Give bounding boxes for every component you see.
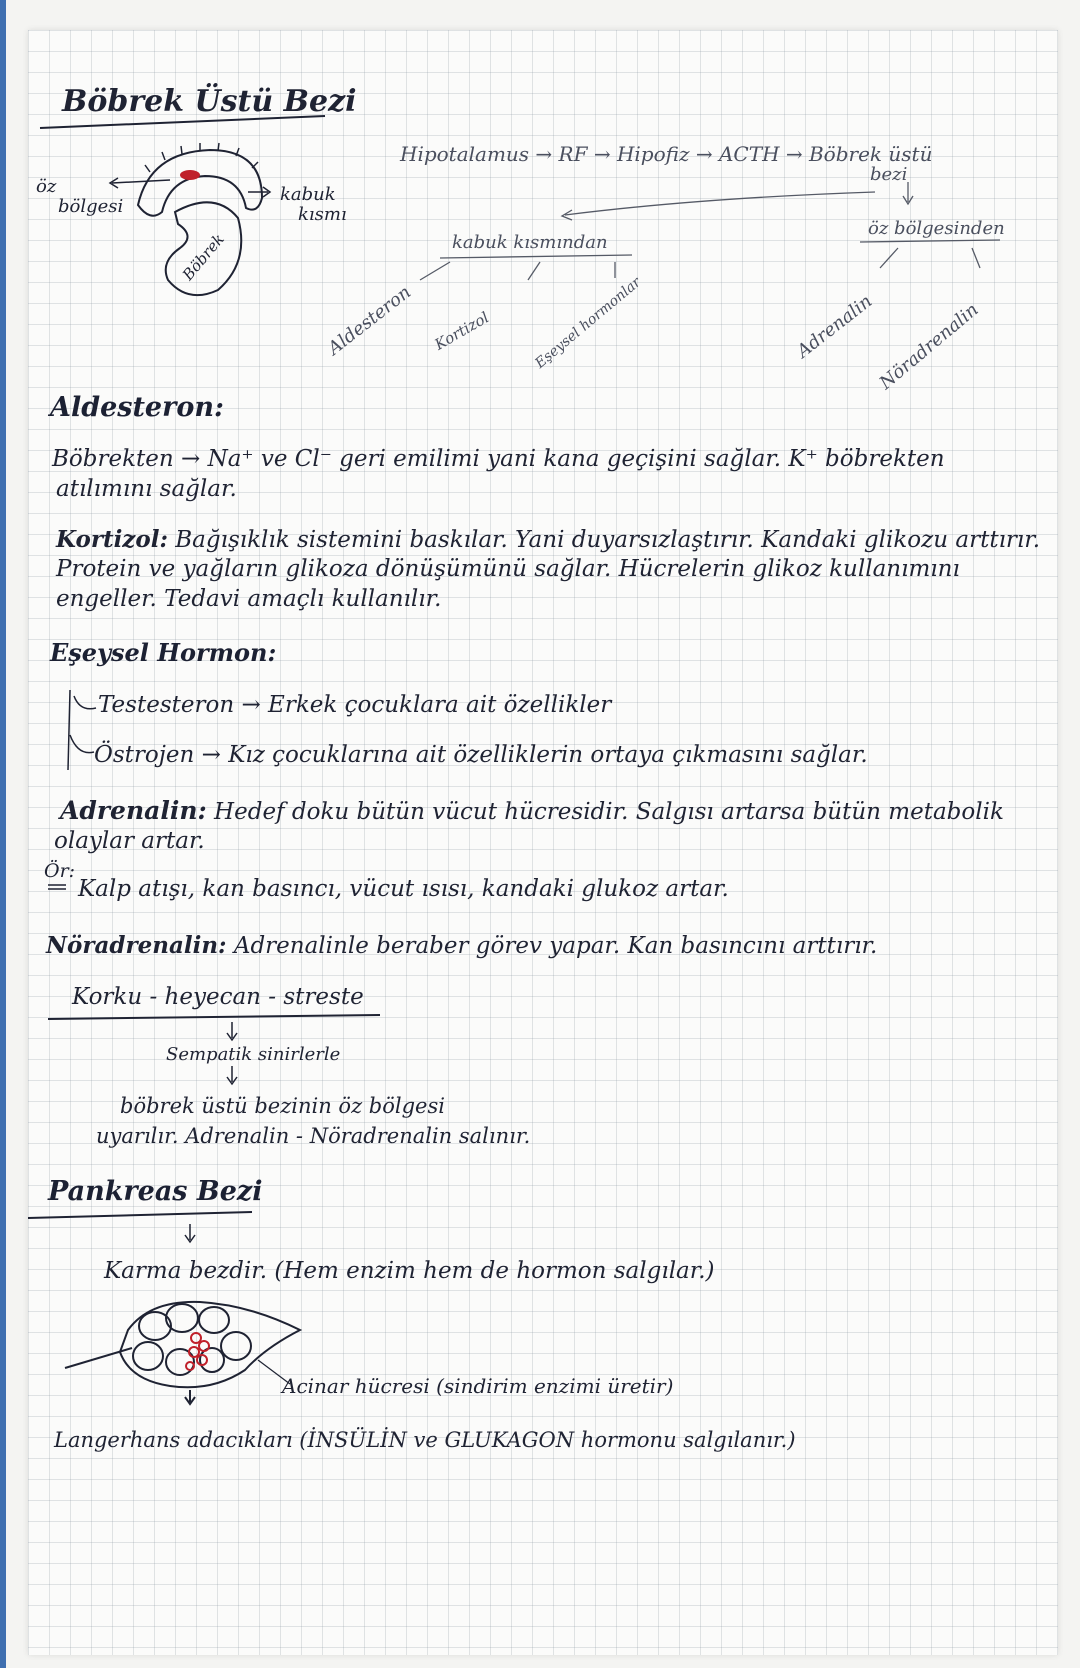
korku-underline xyxy=(48,1015,380,1019)
eseysel-bracket xyxy=(68,690,70,770)
flow-item-eseysel: Eşeysel hormonlar xyxy=(532,274,645,372)
flow-curve xyxy=(565,192,875,215)
flow-item-adrenalin: Adrenalin xyxy=(792,290,877,363)
eseysel-line1: Testesteron → Erkek çocuklara ait özellikler xyxy=(98,692,612,718)
adrenalin-line3: Kalp atışı, kan basıncı, vücut ısısı, kandaki glukoz artar. xyxy=(78,876,729,902)
kortizol-line1-text: Bağışıklık sistemini baskılar. Yani duyarsızlaştırır. Kandaki glikozu arttırır. xyxy=(175,527,1041,553)
kabuk-label-1: kabuk xyxy=(280,184,336,205)
kidney-label: Böbrek xyxy=(178,230,228,284)
page-title: Böbrek Üstü Bezi xyxy=(62,84,357,119)
stress-line2: Sempatik sinirlerle xyxy=(166,1044,341,1065)
kabuk-header: kabuk kısmından xyxy=(452,232,608,253)
flow-item-noradrenalin: Nöradrenalin xyxy=(875,299,983,394)
oz-label-2: bölgesi xyxy=(58,196,124,217)
langerhans-label: Langerhans adacıkları (İNSÜLİN ve GLUKAGON hormonu salgılanır.) xyxy=(54,1428,796,1452)
stress-line1: Korku - heyecan - streste xyxy=(72,984,364,1010)
pankreas-line1: Karma bezdir. (Hem enzim hem de hormon salgılar.) xyxy=(104,1258,715,1284)
flow-chain: Hipotalamus → RF → Hipofiz → ACTH → Böbrek üstü xyxy=(400,142,933,166)
eseysel-heading: Eşeysel Hormon: xyxy=(50,638,277,667)
noradrenalin-line1 xyxy=(46,932,877,959)
kortizol-line3: engeller. Tedavi amaçlı kullanılır. xyxy=(56,586,442,612)
oz-arrow xyxy=(112,180,170,183)
langerhans-red-cells xyxy=(186,1333,209,1370)
oz-header-underline xyxy=(860,240,1000,242)
adrenal-cap xyxy=(138,150,262,216)
flow-item-aldesteron: Aldesteron xyxy=(324,281,416,360)
flow-item-kortizol: Kortizol xyxy=(431,308,493,354)
oz-header: öz bölgesinden xyxy=(868,218,1005,239)
oz-label-1: öz xyxy=(36,176,57,197)
adrenalin-heading: Adrenalin: xyxy=(60,796,207,825)
eseysel-line2: Östrojen → Kız çocuklarına ait özelliklerin ortaya çıkmasını sağlar. xyxy=(94,742,868,768)
adrenalin-example-label: Ör: xyxy=(44,860,76,882)
stress-line3: böbrek üstü bezinin öz bölgesi xyxy=(120,1094,445,1118)
aldesteron-line1: Böbrekten → Na⁺ ve Cl⁻ geri emilimi yani kana geçişini sağlar. K⁺ böbrekten xyxy=(52,446,945,472)
kortizol-heading: Kortizol: xyxy=(56,526,168,553)
kortizol-line2: Protein ve yağların glikoza dönüşümünü sağlar. Hücrelerin glikoz kullanımını xyxy=(56,556,960,582)
adrenalin-line1 xyxy=(60,796,1004,825)
kabuk-label-2: kısmı xyxy=(298,204,347,225)
adrenalin-line2: olaylar artar. xyxy=(54,828,205,854)
kortizol-line1 xyxy=(56,526,1040,553)
aldesteron-heading: Aldesteron: xyxy=(50,392,224,423)
noradrenalin-line1-text: Adrenalinle beraber görev yapar. Kan basıncını arttırır. xyxy=(233,933,878,959)
pankreas-underline xyxy=(28,1212,252,1218)
aldesteron-line2: atılımını sağlar. xyxy=(56,476,237,502)
kabuk-header-underline xyxy=(440,255,632,258)
acinar-label: Acinar hücresi (sindirim enzimi üretir) xyxy=(282,1374,674,1398)
stress-line4: uyarılır. Adrenalin - Nöradrenalin salınır. xyxy=(96,1124,531,1148)
flow-chain-2: bezi xyxy=(870,164,908,185)
pankreas-heading: Pankreas Bezi xyxy=(48,1176,263,1207)
red-medulla-mark xyxy=(180,170,200,180)
noradrenalin-heading: Nöradrenalin: xyxy=(46,932,227,959)
adrenalin-line1-text: Hedef doku bütün vücut hücresidir. Salgısı artarsa bütün metabolik xyxy=(214,799,1004,825)
pancreas-drawing xyxy=(65,1302,300,1404)
